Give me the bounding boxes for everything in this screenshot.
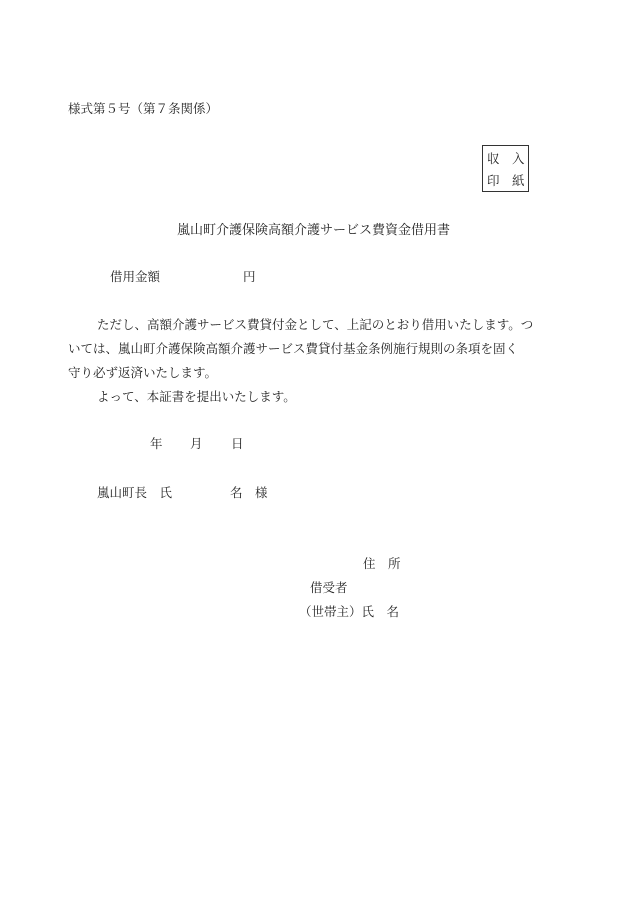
date-day: 日	[231, 436, 244, 451]
stamp-label-line1: 収 入	[487, 151, 525, 166]
date-month: 月	[190, 436, 203, 451]
stamp-label-line2: 印 紙	[487, 173, 525, 188]
borrower-address-label: 住 所	[363, 556, 401, 571]
body-line-3: 守り必ず返済いたします。	[68, 365, 218, 380]
addressee-name-label: 名 様	[230, 485, 268, 500]
body-line-1: ただし、高額介護サービス費貸付金として、上記のとおり借用いたします。つ	[97, 317, 534, 332]
document-title: 嵐山町介護保険高額介護サービス費資金借用書	[177, 223, 451, 238]
form-number: 様式第５号（第７条関係）	[68, 101, 219, 116]
borrower-name-label: （世帯主）氏 名	[299, 604, 400, 619]
revenue-stamp-box	[482, 145, 529, 192]
loan-amount-unit: 円	[243, 269, 256, 284]
date-year: 年	[150, 436, 163, 451]
body-line-2: いては、嵐山町介護保険高額介護サービス費貸付基金条例施行規則の条項を固く	[68, 341, 519, 356]
borrower-role-label: 借受者	[310, 580, 348, 595]
body-line-4: よって、本証書を提出いたします。	[97, 389, 296, 404]
loan-amount-label: 借用金額	[110, 269, 161, 284]
addressee-title: 嵐山町長 氏	[97, 485, 173, 500]
